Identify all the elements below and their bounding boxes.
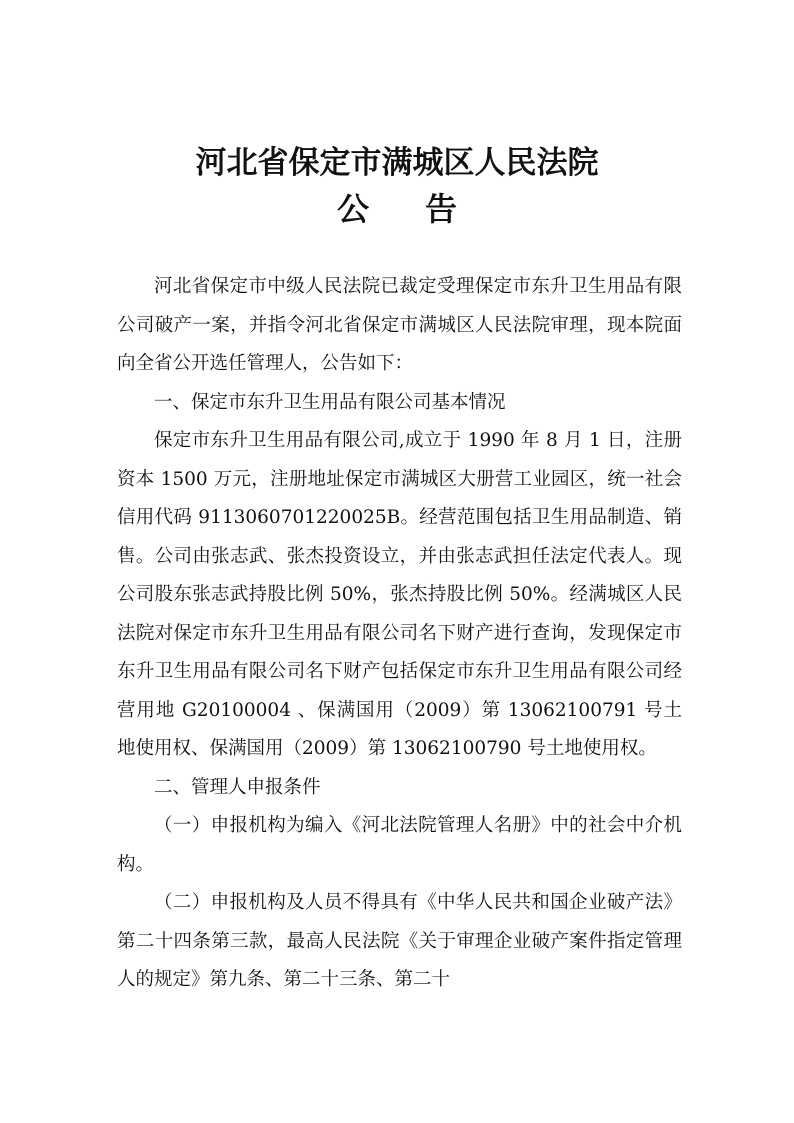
notice-title-heading: 公告 (336, 190, 513, 228)
court-name-heading: 河北省保定市满城区人民法院 (195, 145, 599, 181)
company-info-paragraph: 保定市东升卫生用品有限公司,成立于 1990 年 8 月 1 日，注册资本 1500 万元，注册地址保定市满城区大册营工业园区，统一社会信用代码 9113060701220025B。经营范围包括卫生用品制造、销售。公司由张志武、张杰投资设立，并由张志武担任法定代表人。现公司股东张志武持股比例 50%，张杰持股比例 50%。经满城区人民法院对保定市东升卫生用品有限公司名下财产进行查询，发现保定市东升卫生用品有限公司名下财产包括保定市东升卫生用品有限公司经营用地 G20100004 、保满国用（2009）第 13062100791 号土地使用权、保满国用（2009）第 13062100790 号土地使用权。 (117, 430, 682, 759)
section-heading-conditions: 二、管理人申报条件 (154, 776, 321, 798)
condition-paragraph-2: （二）申报机构及人员不得具有《中华人民共和国企业破产法》第二十四条第三款，最高人民法院《关于审理企业破产案件指定管理人的规定》第九条、第二十三条、第二十 (117, 892, 682, 990)
condition-paragraph-1: （一）申报机构为编入《河北法院管理人名册》中的社会中介机构。 (117, 815, 682, 875)
intro-paragraph: 河北省保定市中级人民法院已裁定受理保定市东升卫生用品有限公司破产一案，并指令河北省保定市满城区人民法院审理，现本院面向全省公开选任管理人，公告如下： (117, 276, 682, 374)
document-header (0, 140, 794, 232)
section-heading-basic-info: 一、保定市东升卫生用品有限公司基本情况 (154, 391, 506, 413)
notice-body (117, 268, 682, 1000)
